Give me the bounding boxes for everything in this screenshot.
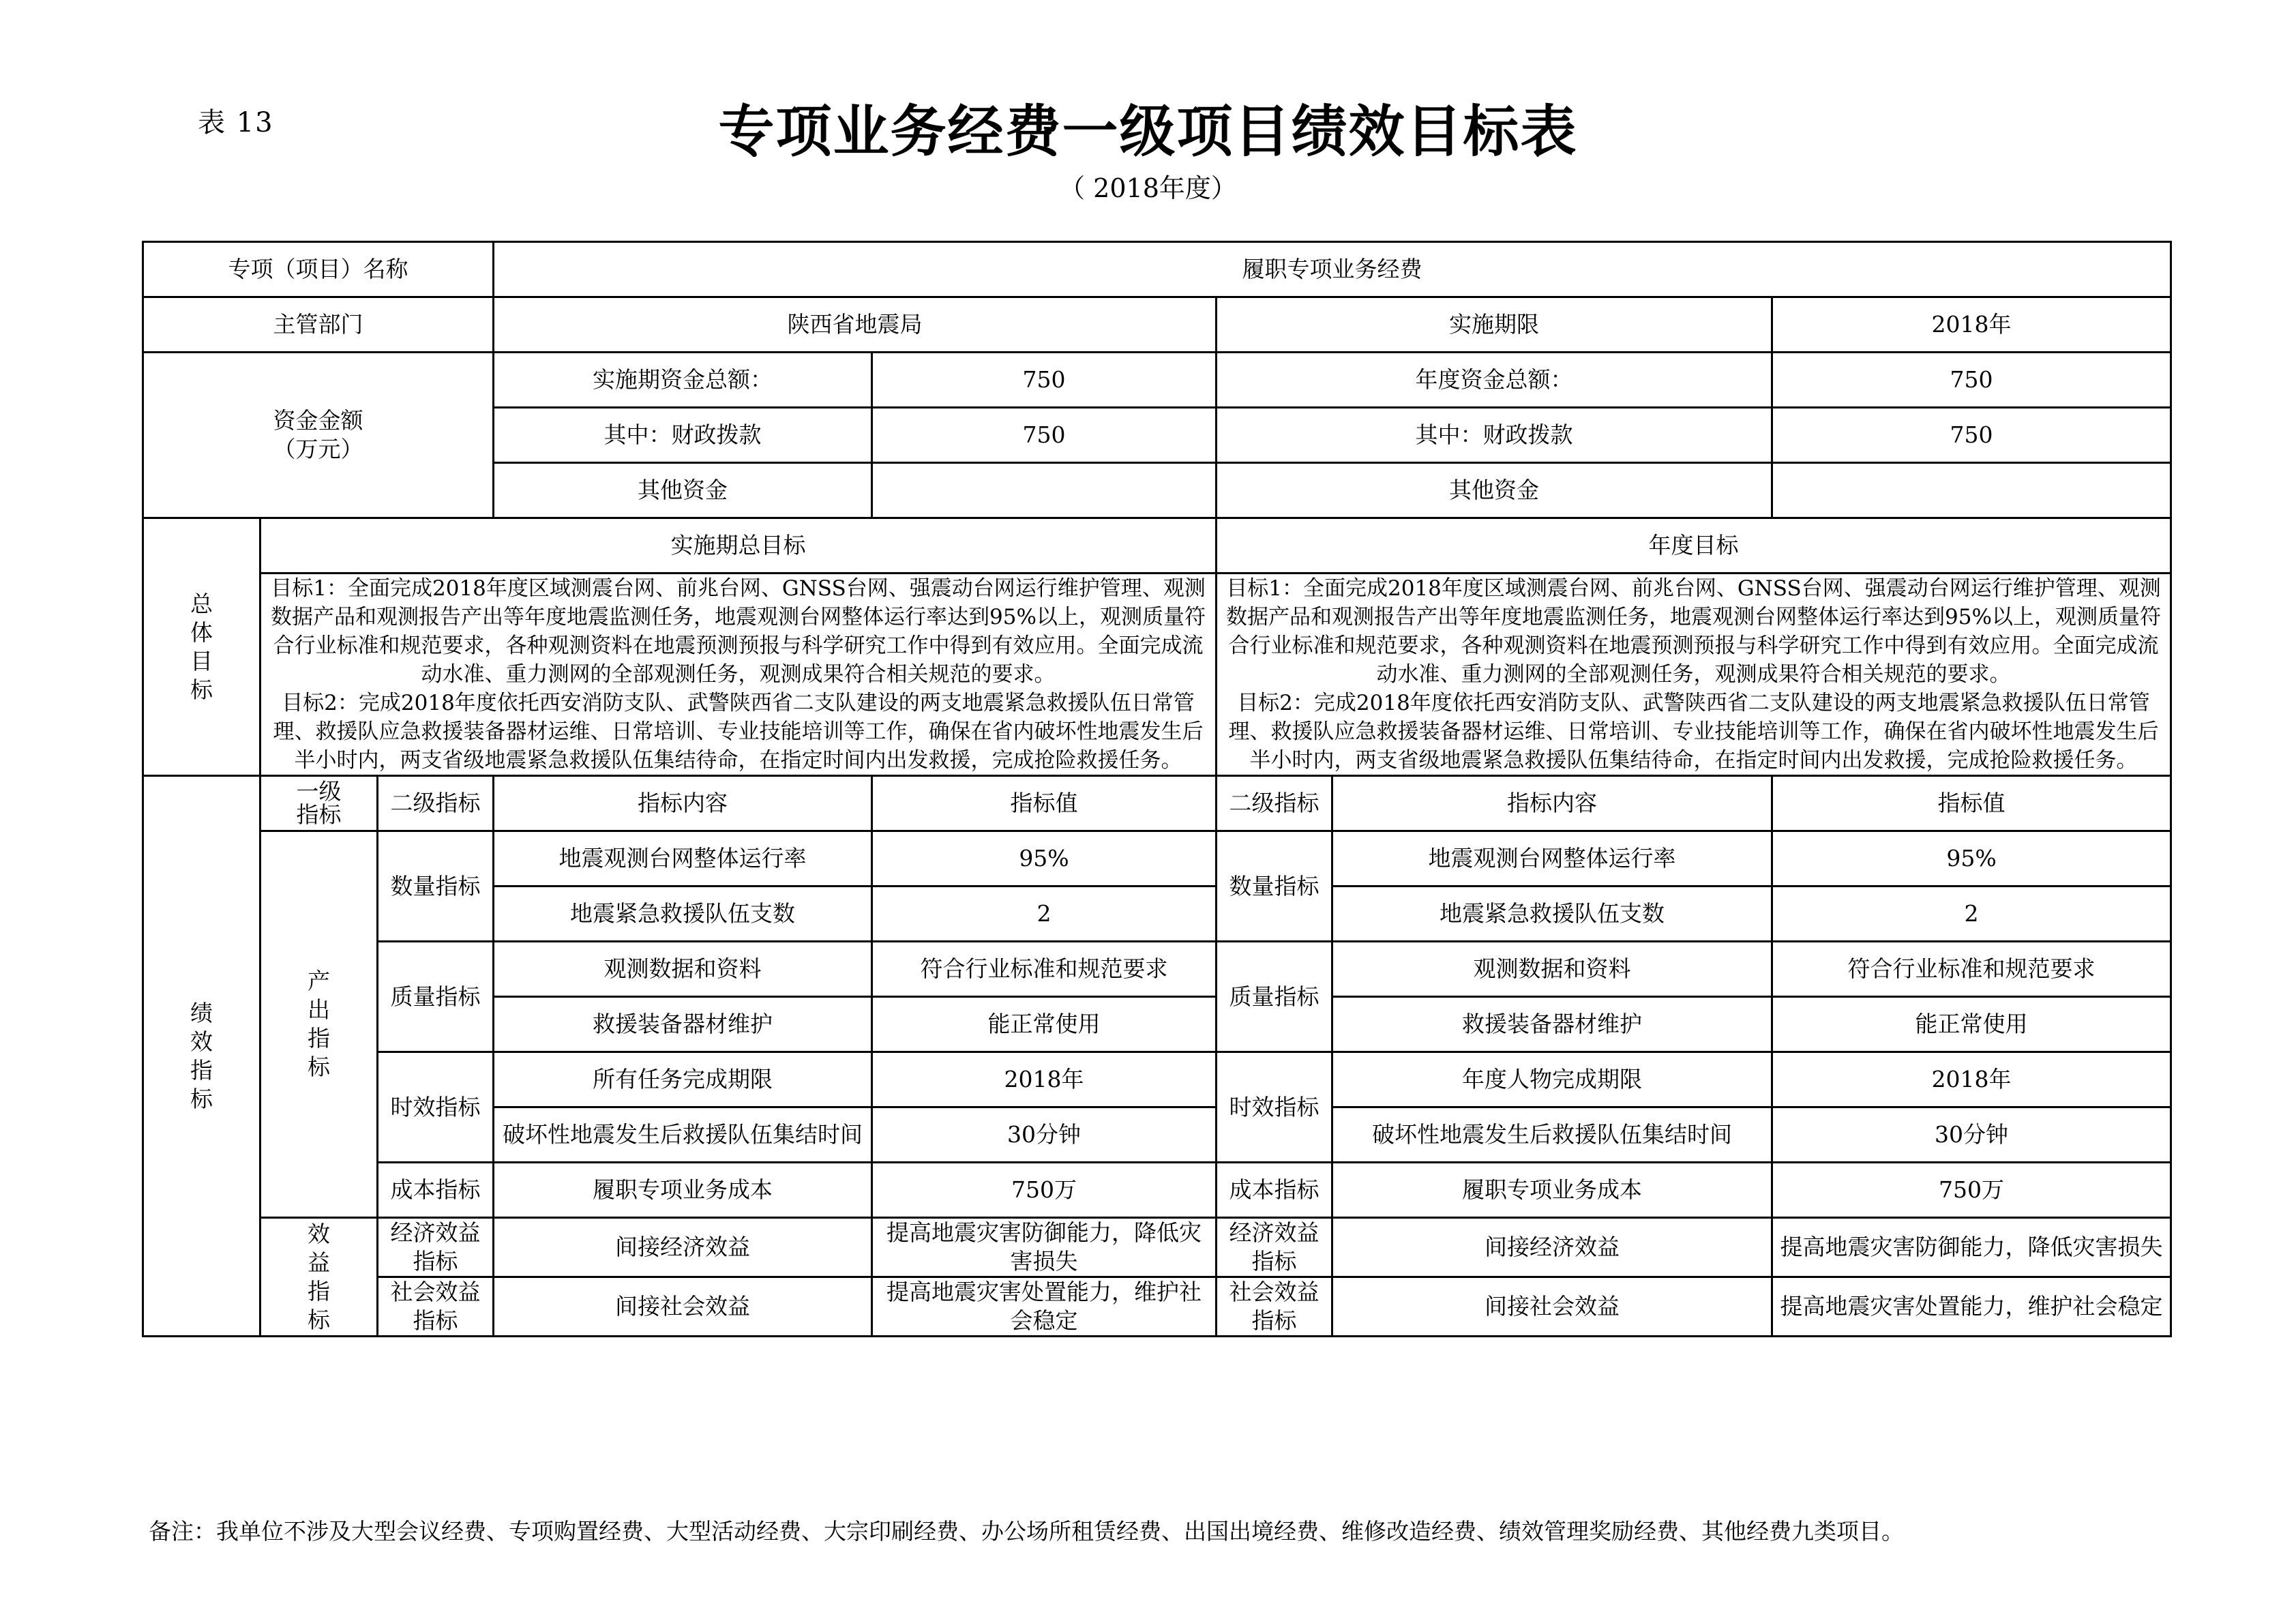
quality-label-impl: 质量指标 xyxy=(378,942,494,1052)
table-row-content: 观测数据和资料 xyxy=(1332,942,1772,997)
table-row-value: 30分钟 xyxy=(872,1107,1217,1163)
overall-goals-label: 总 体 目 标 xyxy=(143,518,260,776)
table-row-content: 地震紧急救援队伍支数 xyxy=(494,887,872,942)
annual-other-value xyxy=(1772,463,2171,518)
impl-goal-header: 实施期总目标 xyxy=(260,518,1217,574)
col-level2-impl: 二级指标 xyxy=(378,776,494,831)
impl-fiscal-label: 其中：财政拨款 xyxy=(494,408,872,463)
table-row-content: 履职专项业务成本 xyxy=(494,1163,872,1218)
output-indicators-label: 产 出 指 标 xyxy=(260,831,378,1218)
col-value-annual: 指标值 xyxy=(1772,776,2171,831)
table-row-value: 能正常使用 xyxy=(1772,997,2171,1052)
table-row-content: 救援装备器材维护 xyxy=(494,997,872,1052)
page-title: 专项业务经费一级项目绩效目标表 xyxy=(718,100,1578,164)
impl-total-label: 实施期资金总额： xyxy=(494,353,872,408)
impl-goal-text: 目标1：全面完成2018年度区域测震台网、前兆台网、GNSS台网、强震动台网运行维护管理、观测数据产品和观测报告产出等年度地震监测任务，地震观测台网整体运行率达到95%以上，观测质量符合行业标准和规范要求，各种观测资料在地震预测预报与科学研究工作中得到有效应用。全面完成流动水准、重力测网的全部观测任务，观测成果符合相关规范的要求。 目标2：完成2018年度依托西安消防支队、武警陕西省二支队建设的两支地震紧急救援队伍日常管理、救援队应急救援装备器材运维、日常培训、专业技能培训等工作，确保在省内破坏性地震发生后半小时内，两支省级地震紧急救援队伍集结待命，在指定时间内出发救援，完成抢险救援任务。 xyxy=(260,574,1217,776)
col-content-annual: 指标内容 xyxy=(1332,776,1772,831)
social-label-annual: 社会效益 指标 xyxy=(1217,1277,1332,1337)
table-row-content: 间接经济效益 xyxy=(1332,1218,1772,1277)
quantity-label-annual: 数量指标 xyxy=(1217,831,1332,942)
table-row-value: 2018年 xyxy=(1772,1052,2171,1107)
timeliness-label-impl: 时效指标 xyxy=(378,1052,494,1163)
annual-goal-text: 目标1：全面完成2018年度区域测震台网、前兆台网、GNSS台网、强震动台网运行维护管理、观测数据产品和观测报告产出等年度地震监测任务，地震观测台网整体运行率达到95%以上，观测质量符合行业标准和规范要求，各种观测资料在地震预测预报与科学研究工作中得到有效应用。全面完成流动水准、重力测网的全部观测任务，观测成果符合相关规范的要求。 目标2：完成2018年度依托西安消防支队、武警陕西省二支队建设的两支地震紧急救援队伍日常管理、救援队应急救援装备器材运维、日常培训、专业技能培训等工作，确保在省内破坏性地震发生后半小时内，两支省级地震紧急救援队伍集结待命，在指定时间内出发救援，完成抢险救援任务。 xyxy=(1217,574,2171,776)
period-label: 实施期限 xyxy=(1217,297,1772,353)
quality-label-annual: 质量指标 xyxy=(1217,942,1332,1052)
table-row-content: 履职专项业务成本 xyxy=(1332,1163,1772,1218)
timeliness-label-annual: 时效指标 xyxy=(1217,1052,1332,1163)
table-row-value: 2 xyxy=(1772,887,2171,942)
funds-label: 资金金额 （万元） xyxy=(143,353,494,518)
table-row-value: 提高地震灾害防御能力，降低灾害损失 xyxy=(872,1218,1217,1277)
project-name-label: 专项（项目）名称 xyxy=(143,242,494,297)
table-row-value: 符合行业标准和规范要求 xyxy=(872,942,1217,997)
benefit-indicators-label: 效 益 指 标 xyxy=(260,1218,378,1337)
table-row-value: 95% xyxy=(872,831,1217,887)
table-row-value: 提高地震灾害处置能力，维护社会稳定 xyxy=(1772,1277,2171,1337)
cost-label-annual: 成本指标 xyxy=(1217,1163,1332,1218)
period-value: 2018年 xyxy=(1772,297,2171,353)
table-row-content: 破坏性地震发生后救援队伍集结时间 xyxy=(1332,1107,1772,1163)
table-row-content: 间接社会效益 xyxy=(494,1277,872,1337)
table-row-value: 750万 xyxy=(872,1163,1217,1218)
table-row-content: 救援装备器材维护 xyxy=(1332,997,1772,1052)
table-row-content: 间接社会效益 xyxy=(1332,1277,1772,1337)
table-row-content: 地震紧急救援队伍支数 xyxy=(1332,887,1772,942)
project-name-value: 履职专项业务经费 xyxy=(494,242,2171,297)
impl-total-value: 750 xyxy=(872,353,1217,408)
annual-other-label: 其他资金 xyxy=(1217,463,1772,518)
annual-fiscal-label: 其中：财政拨款 xyxy=(1217,408,1772,463)
table-row-content: 地震观测台网整体运行率 xyxy=(1332,831,1772,887)
year-subtitle: （ 2018年度） xyxy=(1059,173,1237,203)
col-content-impl: 指标内容 xyxy=(494,776,872,831)
table-row-value: 符合行业标准和规范要求 xyxy=(1772,942,2171,997)
table-row-content: 观测数据和资料 xyxy=(494,942,872,997)
table-row-content: 间接经济效益 xyxy=(494,1218,872,1277)
col-level2-annual: 二级指标 xyxy=(1217,776,1332,831)
impl-other-value xyxy=(872,463,1217,518)
impl-fiscal-value: 750 xyxy=(872,408,1217,463)
annual-goal-header: 年度目标 xyxy=(1217,518,2171,574)
table-row-content: 地震观测台网整体运行率 xyxy=(494,831,872,887)
annual-total-value: 750 xyxy=(1772,353,2171,408)
economic-label-annual: 经济效益 指标 xyxy=(1217,1218,1332,1277)
table-row-value: 提高地震灾害防御能力，降低灾害损失 xyxy=(1772,1218,2171,1277)
table-row-value: 750万 xyxy=(1772,1163,2171,1218)
table-row-value: 2018年 xyxy=(872,1052,1217,1107)
table-row-value: 提高地震灾害处置能力，维护社会稳定 xyxy=(872,1277,1217,1337)
performance-target-table xyxy=(142,241,2172,1337)
annual-total-label: 年度资金总额： xyxy=(1217,353,1772,408)
table-row-content: 破坏性地震发生后救援队伍集结时间 xyxy=(494,1107,872,1163)
dept-value: 陕西省地震局 xyxy=(494,297,1217,353)
annual-fiscal-value: 750 xyxy=(1772,408,2171,463)
quantity-label-impl: 数量指标 xyxy=(378,831,494,942)
table-number: 表 13 xyxy=(198,107,274,138)
table-row-value: 30分钟 xyxy=(1772,1107,2171,1163)
cost-label-impl: 成本指标 xyxy=(378,1163,494,1218)
table-row-content: 年度人物完成期限 xyxy=(1332,1052,1772,1107)
dept-label: 主管部门 xyxy=(143,297,494,353)
economic-label-impl: 经济效益 指标 xyxy=(378,1218,494,1277)
table-row-value: 能正常使用 xyxy=(872,997,1217,1052)
table-row-value: 2 xyxy=(872,887,1217,942)
social-label-impl: 社会效益 指标 xyxy=(378,1277,494,1337)
table-row-content: 所有任务完成期限 xyxy=(494,1052,872,1107)
table-row-value: 95% xyxy=(1772,831,2171,887)
performance-indicators-label: 绩 效 指 标 xyxy=(143,776,260,1337)
remark-note: 备注：我单位不涉及大型会议经费、专项购置经费、大型活动经费、大宗印刷经费、办公场所租赁经费、出国出境经费、维修改造经费、绩效管理奖励经费、其他经费九类项目。 xyxy=(149,1518,1904,1545)
col-level1: 一级 指标 xyxy=(260,776,378,831)
impl-other-label: 其他资金 xyxy=(494,463,872,518)
col-value-impl: 指标值 xyxy=(872,776,1217,831)
